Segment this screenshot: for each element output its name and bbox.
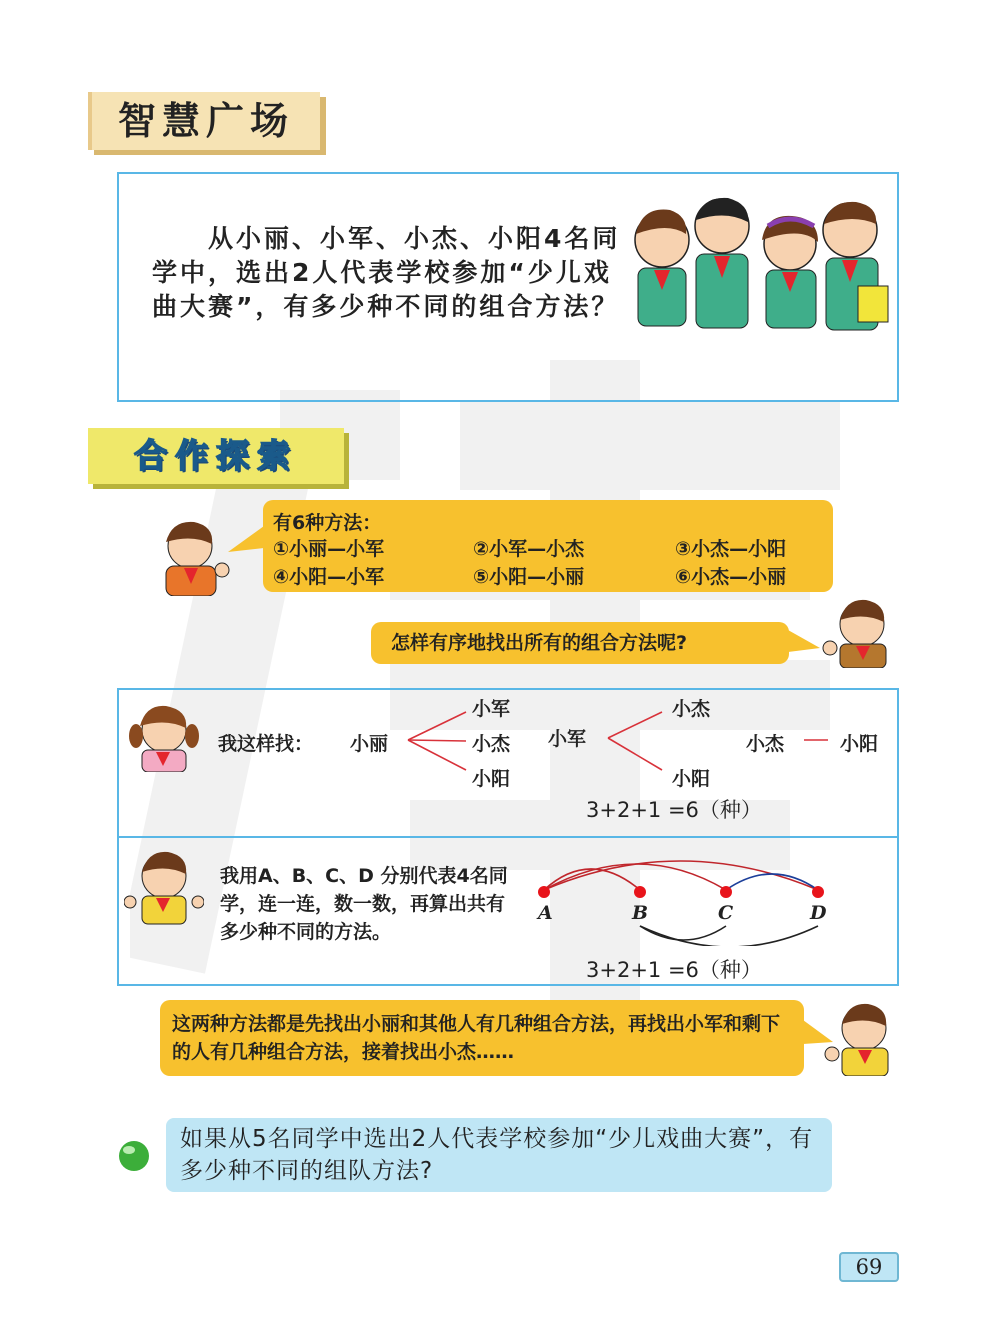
tree-branch: 小杰 bbox=[472, 733, 511, 755]
bubble-intro: 有6种方法： bbox=[273, 512, 382, 534]
summary-bubble bbox=[160, 1000, 804, 1076]
tree-line bbox=[608, 712, 662, 738]
question-bubble bbox=[371, 622, 789, 664]
point-c bbox=[720, 886, 732, 898]
tree-root: 小军 bbox=[548, 728, 587, 750]
method1-lead: 我这样找： bbox=[218, 733, 314, 755]
tree-root: 小丽 bbox=[350, 733, 389, 755]
equation: 3+2+1 =6（种） bbox=[586, 798, 762, 822]
option-item: ③小杰—小阳 bbox=[675, 538, 787, 560]
tree-root: 小杰 bbox=[746, 733, 785, 755]
bubble-text: 怎样有序地找出所有的组合方法呢? bbox=[391, 632, 688, 654]
point-label: C bbox=[718, 902, 734, 924]
option-item: ②小军—小杰 bbox=[473, 538, 585, 560]
point-b bbox=[634, 886, 646, 898]
tree-line bbox=[408, 740, 466, 770]
arc-ab bbox=[544, 869, 640, 890]
girl-pigtails-illustration bbox=[124, 700, 204, 772]
point-d bbox=[812, 886, 824, 898]
point-label: D bbox=[810, 902, 827, 924]
practice-question-box bbox=[166, 1118, 832, 1192]
arc-ad bbox=[544, 861, 818, 890]
bubble-pointer bbox=[228, 526, 268, 556]
option-item: ⑤小阳—小丽 bbox=[473, 566, 585, 588]
option-item: ①小丽—小军 bbox=[273, 538, 385, 560]
tree-branch: 小阳 bbox=[472, 768, 511, 790]
boy-illustration bbox=[820, 1000, 896, 1076]
boy-arms-open-illustration bbox=[124, 848, 204, 926]
section-title: 合作探索 bbox=[134, 436, 298, 475]
connection-diagram bbox=[520, 846, 840, 946]
boy-illustration bbox=[818, 596, 894, 668]
page-number bbox=[839, 1252, 899, 1282]
tree-line bbox=[408, 740, 466, 741]
arc-bd bbox=[640, 926, 818, 946]
section-header-wisdom bbox=[88, 92, 320, 150]
arc-bc bbox=[640, 926, 726, 940]
tree-line bbox=[608, 738, 662, 770]
students-illustration bbox=[622, 190, 892, 340]
equation: 3+2+1 =6（种） bbox=[586, 958, 762, 982]
girl-illustration bbox=[156, 518, 236, 596]
tree-branch: 小军 bbox=[472, 698, 511, 720]
tree-line bbox=[408, 712, 466, 740]
practice-question-text: 如果从5名同学中选出2人代表学校参加“少儿戏曲大赛”，有多少种不同的组队方法? bbox=[180, 1126, 814, 1184]
section-header-cooperation bbox=[88, 428, 344, 484]
option-item: ④小阳—小军 bbox=[273, 566, 385, 588]
method2-text: 我用A、B、C、D 分别代表4名同学，连一连，数一数，再算出共有多少种不同的方法。 bbox=[220, 865, 508, 943]
tree-branch: 小阳 bbox=[672, 768, 711, 790]
point-a bbox=[538, 886, 550, 898]
tree-branch: 小杰 bbox=[672, 698, 711, 720]
problem-text: 从小丽、小军、小杰、小阳4名同学中，选出2人代表学校参加“少儿戏曲大赛”，有多少种不同的组合方法？ bbox=[152, 224, 621, 321]
tree-branch: 小阳 bbox=[840, 733, 879, 755]
option-item: ⑥小杰—小丽 bbox=[675, 566, 787, 588]
arc-cd bbox=[726, 874, 818, 890]
page-number-text: 69 bbox=[855, 1255, 883, 1279]
green-ball-icon bbox=[116, 1138, 152, 1174]
point-label: A bbox=[538, 902, 553, 924]
bubble-text: 这两种方法都是先找出小丽和其他人有几种组合方法，再找出小军和剩下的人有几种组合方法，接着找出小杰…… bbox=[172, 1013, 781, 1063]
bubble-pointer bbox=[788, 630, 822, 654]
answer-bubble bbox=[263, 500, 833, 592]
methods-divider bbox=[117, 836, 899, 838]
section-title: 智慧广场 bbox=[117, 98, 294, 143]
tree-lines bbox=[400, 700, 840, 780]
point-label: B bbox=[632, 902, 649, 924]
